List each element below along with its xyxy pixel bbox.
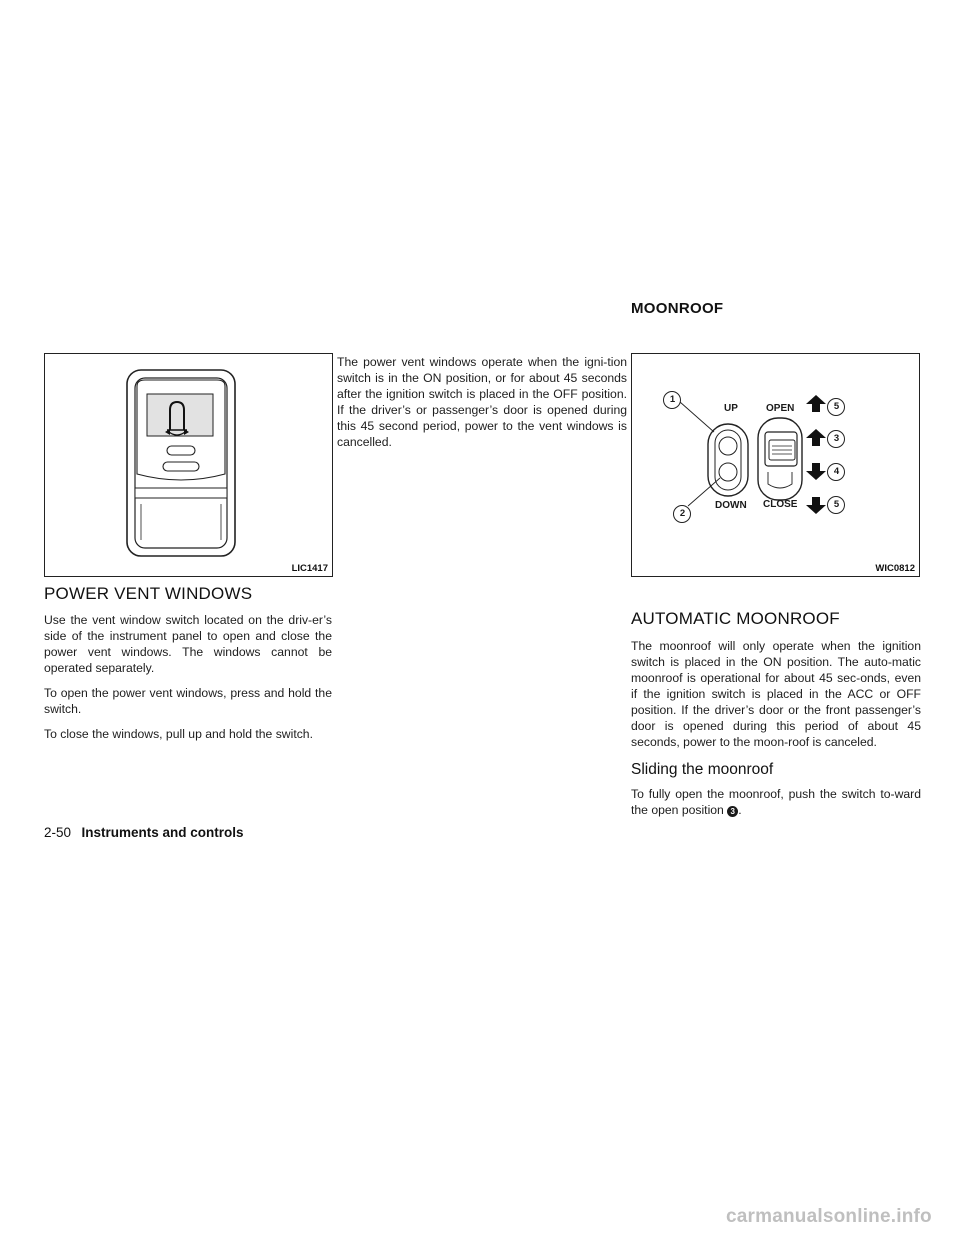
callout-2: 2 <box>679 508 686 519</box>
power-vent-heading: POWER VENT WINDOWS <box>44 584 253 603</box>
callout-5-open: 5 <box>833 401 840 412</box>
sliding-moonroof-subheading: Sliding the moonroof <box>631 761 774 778</box>
figure-code: WIC0812 <box>875 563 915 574</box>
callout-4: 4 <box>833 466 840 477</box>
footer-section-name: Instruments and controls <box>81 825 244 840</box>
label-close: CLOSE <box>763 499 798 510</box>
body-paragraph: The moonroof will only operate when the ignition switch is placed in the ON position. The auto-matic moonroof is operational for about 45 sec-onds, even if the ignition switch is placed in the ACC or OFF position. If the driver’s door or the front passenger’s door is opened during this period of about 45 seconds, power to the moon-roof is canceled. <box>631 639 921 749</box>
watermark: carmanualsonline.info <box>726 1206 932 1227</box>
moonroof-switch-figure <box>631 353 920 577</box>
section-title: MOONROOF <box>631 300 724 317</box>
sliding-text: To fully open the moonroof, push the switch to-ward the open position <box>631 787 921 817</box>
label-down: DOWN <box>715 500 747 511</box>
vent-switch-illustration <box>45 354 332 576</box>
body-paragraph: To open the power vent windows, press and hold the switch. <box>44 686 332 716</box>
page-number: 2-50 <box>44 825 72 840</box>
body-paragraph: To close the windows, pull up and hold the switch. <box>44 727 313 741</box>
callout-3: 3 <box>833 433 840 444</box>
vent-switch-figure <box>44 353 333 577</box>
label-open: OPEN <box>766 403 795 414</box>
callout-5-close: 5 <box>833 499 840 510</box>
callout-1: 1 <box>669 394 676 405</box>
figure-code: LIC1417 <box>291 563 328 574</box>
sliding-end: . <box>738 803 742 817</box>
body-paragraph: Use the vent window switch located on the driv-er’s side of the instrument panel to open and close the power vent windows. The windows cannot be operated separately. <box>44 613 332 675</box>
page-footer <box>44 824 244 842</box>
body-paragraph: The power vent windows operate when the igni-tion switch is in the ON position, or for about 45 seconds after the ignition switch is placed in the OFF position. If the driver’s or passenger’s door is opened during this 45 second period, power to the vent windows is cancelled. <box>337 355 627 449</box>
moonroof-switch-illustration <box>632 354 919 576</box>
automatic-moonroof-heading: AUTOMATIC MOONROOF <box>631 609 840 628</box>
body-paragraph <box>631 786 921 818</box>
callout-ref-3: 3 <box>727 806 738 817</box>
label-up: UP <box>724 403 738 414</box>
